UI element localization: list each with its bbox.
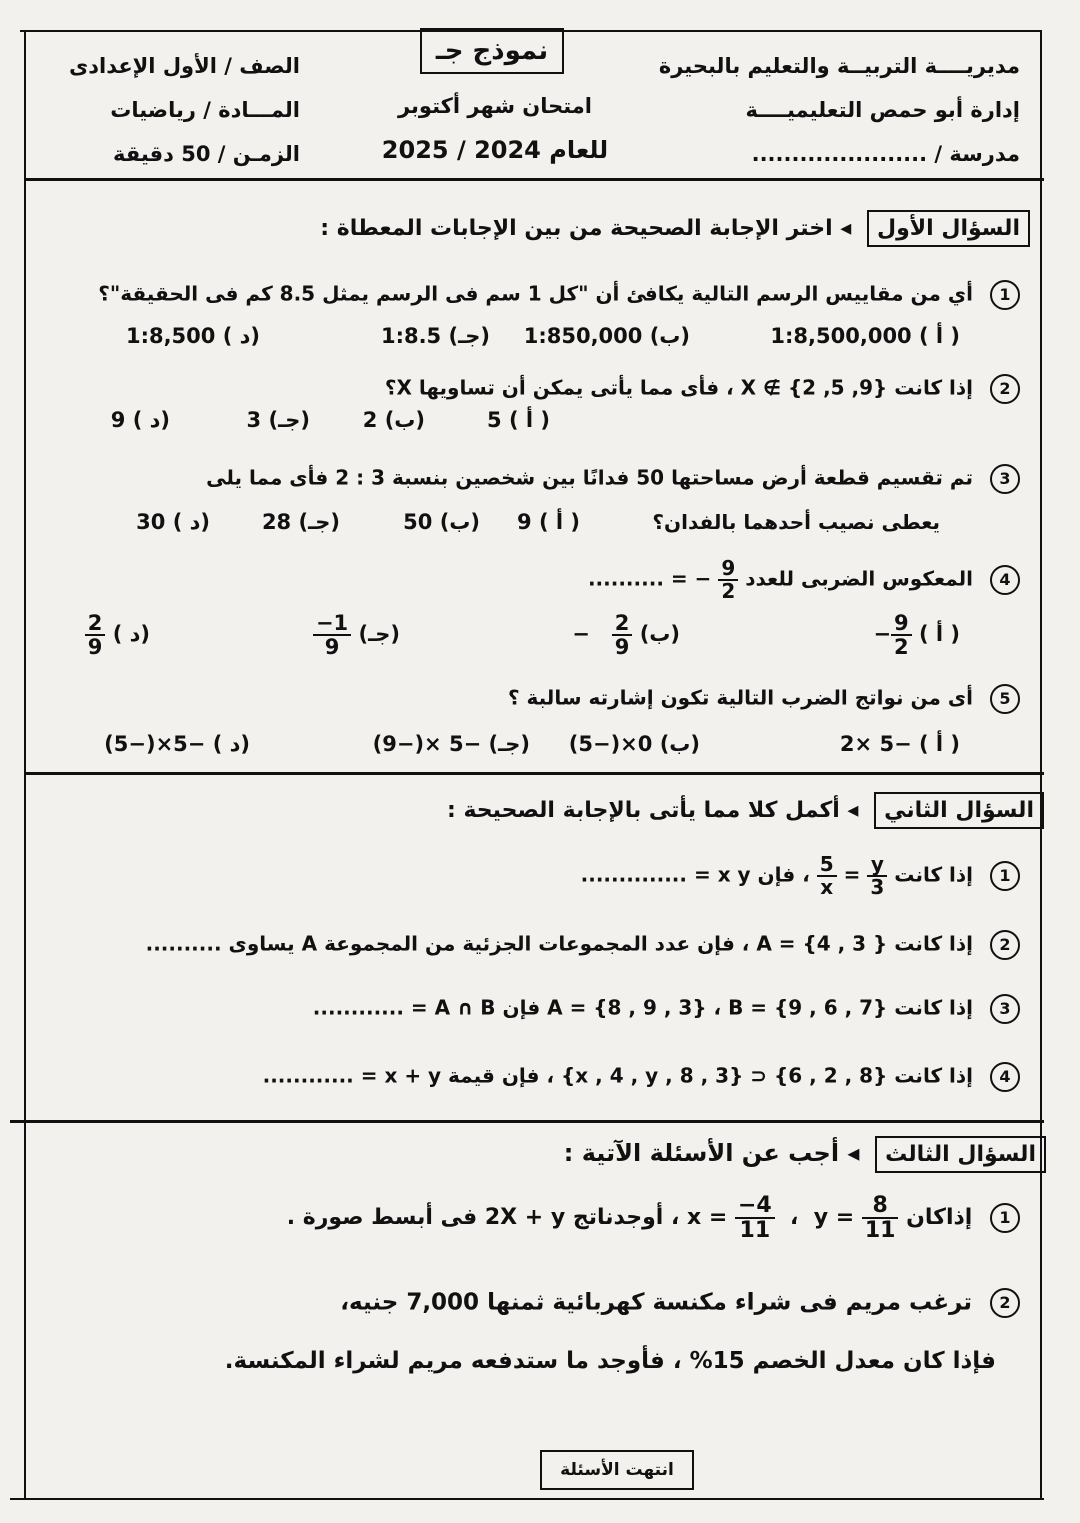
q1-item-4-options <box>10 612 1010 672</box>
exam-sheet <box>10 22 1060 1502</box>
q1-item-4 <box>588 558 1020 602</box>
q2-title: ◂ أكمل كلا مما يأتى بالإجابة الصحيحة : <box>447 798 859 823</box>
q2-item-4 <box>263 1062 1020 1092</box>
q1-item-3-text: تم تقسيم قطعة أرض مساحتها 50 فدانًا بين شخصين بنسبة 3 : 2 فأى مما يلى <box>206 465 974 490</box>
option-a: ( أ ) −5 ×2 <box>839 732 960 756</box>
q3-item-1-tail: ، أوجدناتج 2X + y فى أبسط صورة . <box>286 1205 680 1231</box>
q3-item-2-text: ترغب مريم فى شراء مكنسة كهربائية ثمنها 7,000 جنيه، <box>340 1289 972 1316</box>
option-b: (ب) 2 <box>362 408 425 432</box>
q3-item-1-text: إذاكان <box>906 1205 973 1231</box>
q2-item-1-equation: $\frac{5}{x}$ = $\frac{y}{3}$ <box>817 854 888 898</box>
option-a: ( أ ) 9 <box>517 510 580 534</box>
duration: الزمـن / 50 دقيقة <box>112 142 300 166</box>
q2-item-2-text: إذا كانت A = {4 , 3 } ، فإن عدد المجموعات الجزئية من المجموعة A يساوى .......... <box>145 931 974 956</box>
option-c: (جـ) $\frac{-1}{9}$ <box>313 612 400 658</box>
model-badge: نموذج جـ <box>420 28 564 74</box>
q1-item-3-text2: يعطى نصيب أحدهما بالفدان؟ <box>652 510 940 534</box>
q1-item-1-options <box>10 324 1010 354</box>
option-b: (ب) 50 <box>403 510 480 534</box>
q1-item-2-options <box>10 408 1010 438</box>
q3-title: ◂ أجب عن الأسئلة الآتية : <box>563 1139 860 1167</box>
option-d: (د ) $\frac{2}{9}$ <box>85 612 150 658</box>
q3-item-2 <box>340 1288 1020 1318</box>
q1-heading <box>320 210 1030 247</box>
q3-item-1 <box>287 1194 1020 1242</box>
option-d: (د ) 9 <box>110 408 170 432</box>
item-number: 1 <box>990 1203 1020 1233</box>
item-number: 5 <box>990 684 1020 714</box>
q1-item-5-options <box>10 732 1010 762</box>
q2-heading <box>447 792 1044 829</box>
option-d: (د ) 1:8,500 <box>125 324 260 348</box>
frame-left <box>24 30 26 1500</box>
option-d: (د ) 30 <box>136 510 210 534</box>
item-number: 2 <box>990 930 1020 960</box>
q3-item-2-line2: فإذا كان معدل الخصم 15% ، فأوجد ما ستدفعه مريم لشراء المكنسة. <box>224 1348 996 1374</box>
q2-item-3 <box>313 994 1020 1024</box>
item-number: 3 <box>990 994 1020 1024</box>
q1-tag: السؤال الأول <box>867 210 1030 247</box>
q2-item-1-tail: ، فإن x y = .............. <box>580 862 810 887</box>
q2-item-4-text: إذا كانت {8 , 2 , 6} ⊂ {3 , x , 4 , y , 8} ، فإن قيمة x + y = ............ <box>262 1063 974 1088</box>
item-number: 1 <box>990 861 1020 891</box>
school-line: مدرسة / ...................... <box>751 142 1020 166</box>
header-center-block <box>380 84 610 172</box>
administration: إدارة أبو حمص التعليميــــة <box>745 98 1020 122</box>
q2-item-1 <box>581 854 1020 898</box>
q1-item-5-text: أى من نواتج الضرب التالية تكون إشارته سالبة ؟ <box>507 685 974 710</box>
option-a: ( أ ) − $\frac{9}{2}$ <box>873 611 960 660</box>
q3-tag: السؤال الثالث <box>875 1136 1046 1173</box>
option-c: (جـ) 1:8.5 <box>380 324 490 348</box>
q1-item-5 <box>508 684 1020 714</box>
exam-header <box>10 22 1060 180</box>
q1-item-4-tail: = .......... <box>587 566 688 591</box>
item-number: 3 <box>990 464 1020 494</box>
subject: المـــادة / رياضيات <box>110 98 300 122</box>
option-a: ( أ ) 1:8,500,000 <box>770 324 960 348</box>
q1-item-1-text: أي من مقاييس الرسم التالية يكافئ أن "كل 1 سم فى الرسم يمثل 8.5 كم فى الحقيقة"؟ <box>98 281 974 306</box>
option-b: (ب) − $\frac{2}{9}$ <box>572 611 680 660</box>
q2-item-2 <box>146 930 1020 960</box>
divider-q1-q2 <box>24 772 1044 775</box>
frame-bottom <box>10 1498 1044 1500</box>
q2-item-3-text: إذا كانت A = {8 , 9 , 3} ، B = {9 , 6 , 7} فإن A ∩ B = ............ <box>312 995 974 1020</box>
directorate: مديريــــة التربيــة والتعليم بالبحيرة <box>658 54 1020 78</box>
header-left-block <box>68 44 300 176</box>
q1-item-3 <box>206 464 1020 494</box>
item-number: 2 <box>990 1288 1020 1318</box>
header-right-block <box>659 44 1020 176</box>
grade: الصف / الأول الإعدادى <box>68 54 300 78</box>
q3-item-1-values: x = $\frac{-4}{11}$ ، y = $\frac{8}{11}$ <box>687 1194 898 1242</box>
option-d: (د ) −5×(−5) <box>104 732 250 756</box>
q1-item-2 <box>385 374 1020 404</box>
item-number: 4 <box>990 1062 1020 1092</box>
option-c: (جـ) 28 <box>261 510 340 534</box>
q1-item-1 <box>98 280 1020 310</box>
exam-title: امتحان شهر أكتوبر <box>397 94 592 118</box>
exam-year: للعام 2024 / 2025 <box>381 136 609 164</box>
fraction-neg-9-2: − $\frac{9}{2}$ <box>695 558 739 602</box>
q1-title: ◂ اختر الإجابة الصحيحة من بين الإجابات المعطاة : <box>320 216 852 241</box>
option-c: (جـ) −5 ×(−9) <box>372 732 530 756</box>
q1-item-2-text: إذا كانت X ∉ {2 ,5 ,9} ، فأى مما يأتى يمكن أن تساويها X؟ <box>384 375 974 400</box>
end-of-questions-box: انتهت الأسئلة <box>540 1450 694 1490</box>
option-b: (ب) 0×(−5) <box>568 732 700 756</box>
q3-heading <box>564 1136 1046 1173</box>
q2-item-1-text: إذا كانت <box>894 862 974 887</box>
q1-item-4-text: المعكوس الضربى للعدد <box>745 566 974 591</box>
option-b: (ب) 1:850,000 <box>523 324 690 348</box>
frame-right <box>1040 30 1042 1500</box>
q1-item-3-options <box>10 510 1010 540</box>
option-a: ( أ ) 5 <box>487 408 550 432</box>
item-number: 2 <box>990 374 1020 404</box>
item-number: 4 <box>990 565 1020 595</box>
option-c: (جـ) 3 <box>246 408 310 432</box>
q2-tag: السؤال الثاني <box>874 792 1044 829</box>
item-number: 1 <box>990 280 1020 310</box>
divider-q2-q3 <box>10 1120 1044 1123</box>
